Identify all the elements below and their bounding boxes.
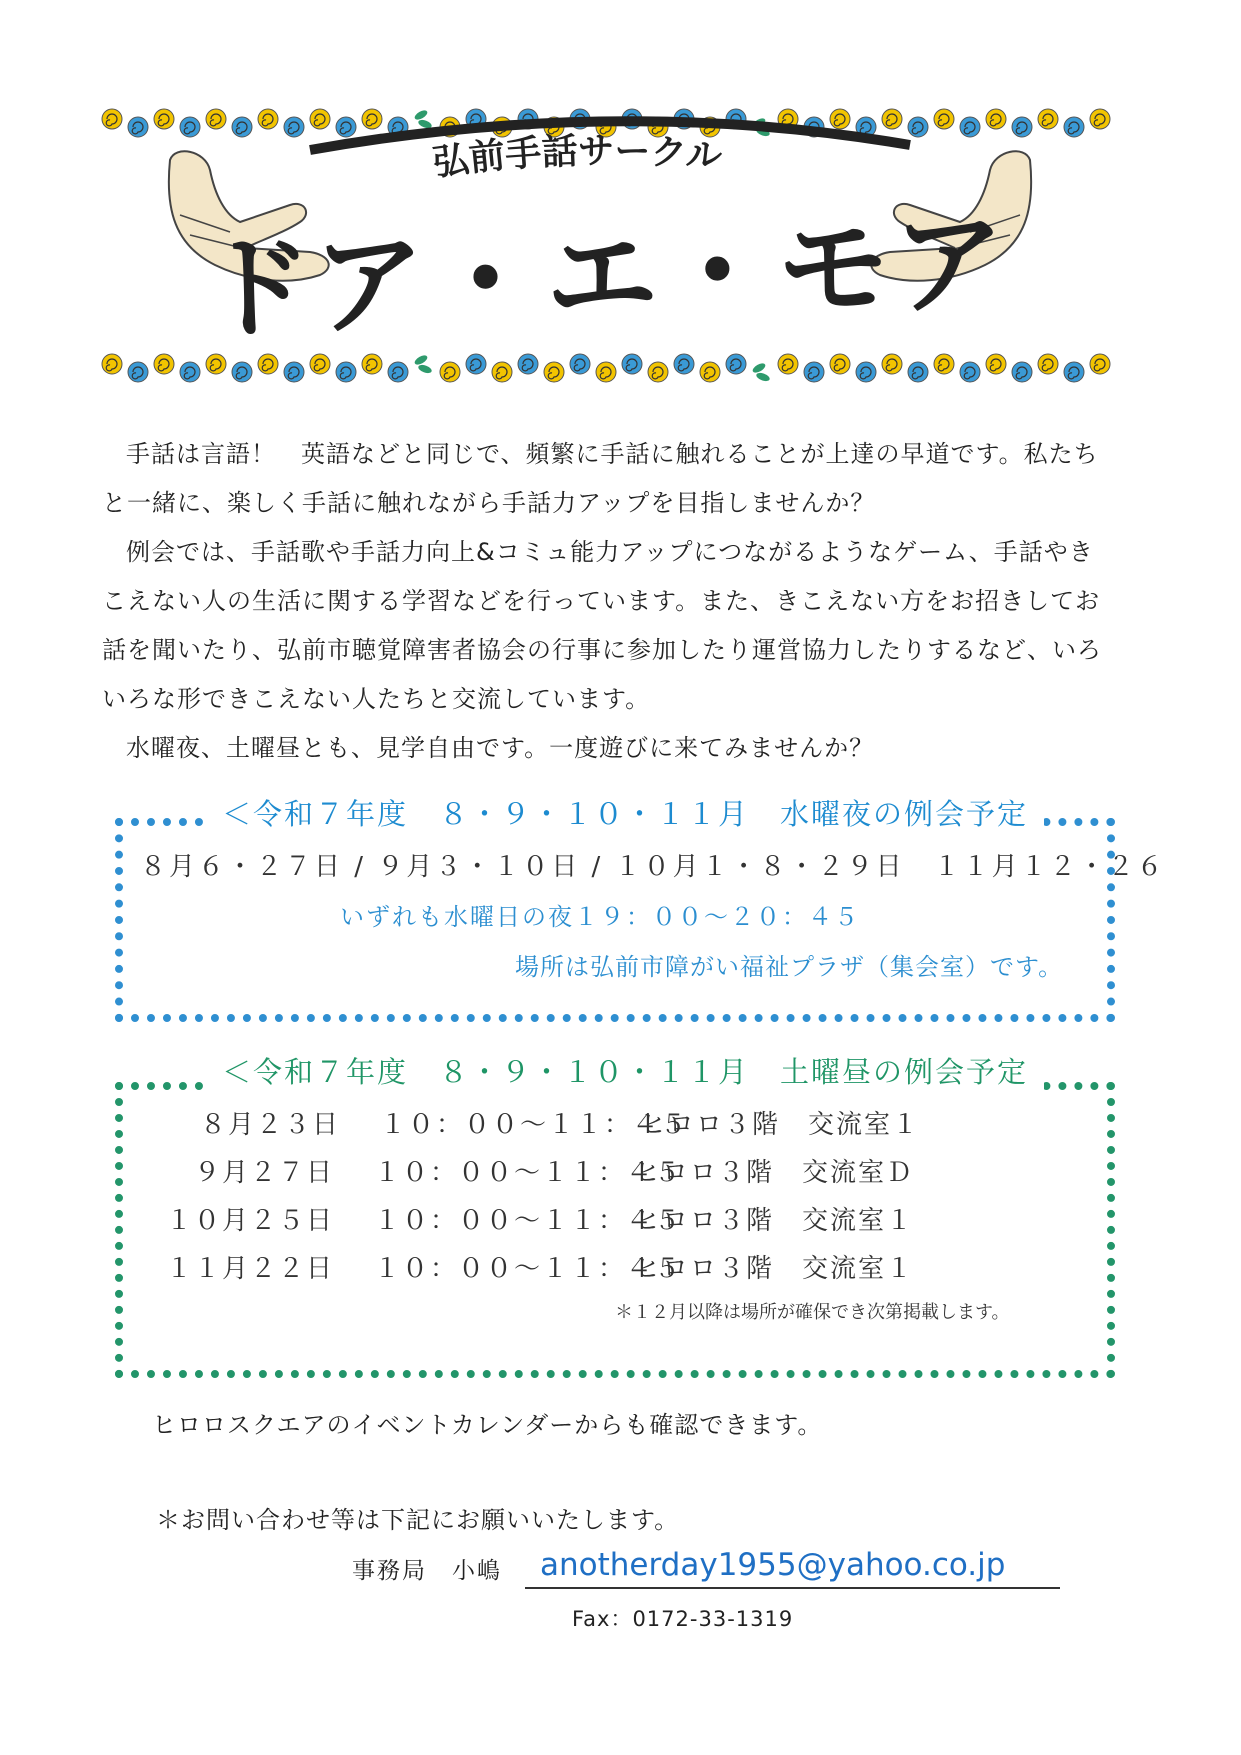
saturday-schedule-title: ＜令和７年度 ８・９・１０・１１月 土曜昼の例会予定 (206, 1050, 1044, 1091)
row-place: ヒロロ３階 交流室１ (634, 1254, 915, 1284)
row-time: １０：００～１１：４５ (374, 1254, 683, 1284)
row-time: １０：００～１１：４５ (374, 1158, 683, 1188)
email-underline (525, 1587, 1060, 1589)
logo-title: ドア・エ・モア (198, 197, 1012, 357)
row-time: １０：００～１１：４５ (380, 1110, 689, 1140)
wednesday-dates: ８月６・２７日 / ９月３・１０日 / １０月１・８・２９日 １１月１２・２６ (140, 852, 1166, 882)
row-place: ヒロロ３階 交流室Ｄ (634, 1158, 915, 1188)
row-time: １０：００～１１：４５ (374, 1206, 683, 1236)
wednesday-schedule-title: ＜令和７年度 ８・９・１０・１１月 水曜夜の例会予定 (206, 792, 1044, 833)
row-date: ８月２３日 (199, 1110, 340, 1140)
row-date: １１月２２日 (165, 1254, 334, 1284)
wednesday-time: いずれも水曜日の夜１９：００～２０：４５ (340, 903, 860, 931)
logo-art (0, 0, 1241, 400)
calendar-note: ヒロロスクエアのイベントカレンダーからも確認できます。 (152, 1411, 823, 1439)
row-date: ９月２７日 (193, 1158, 334, 1188)
intro-paragraph: 手話は言語！ 英語などと同じで、頻繁に手話に触れることが上達の早道です。私たちと一緒に、楽しく手話に触れながら手話力アップを目指しませんか？ (102, 440, 1099, 517)
intro-paragraph: 例会では、手話歌や手話力向上&コミュ能力アップにつながるようなゲーム、手話やきこえない人の生活に関する学習などを行っています。また、きこえない方をお招きしてお話を聞いたり、弘前市聴覚障害者協会の行事に参加したり運営協力したりするなど、いろいろな形できこえない人たちと交流しています。 (102, 538, 1102, 713)
office-contact: 事務局 小嶋 (352, 1558, 502, 1584)
fax-number: Fax：0172-33-1319 (572, 1607, 794, 1631)
logo-subtitle: 弘前手話サークル (430, 130, 724, 185)
row-place: ヒロロ３階 交流室１ (634, 1206, 915, 1236)
intro-text (102, 430, 1112, 773)
wednesday-place: 場所は弘前市障がい福祉プラザ（集会室）です。 (515, 953, 1064, 981)
saturday-note: ＊１２月以降は場所が確保でき次第掲載します。 (615, 1302, 1010, 1323)
contact-note: ＊お問い合わせ等は下記にお願いいたします。 (156, 1506, 680, 1534)
intro-paragraph: 水曜夜、土曜昼とも、見学自由です。一度遊びに来てみませんか？ (126, 734, 875, 762)
email-link[interactable]: anotherday1955@yahoo.co.jp (540, 1547, 1006, 1583)
row-place: ヒロロ３階 交流室１ (640, 1110, 921, 1140)
row-date: １０月２５日 (165, 1206, 334, 1236)
